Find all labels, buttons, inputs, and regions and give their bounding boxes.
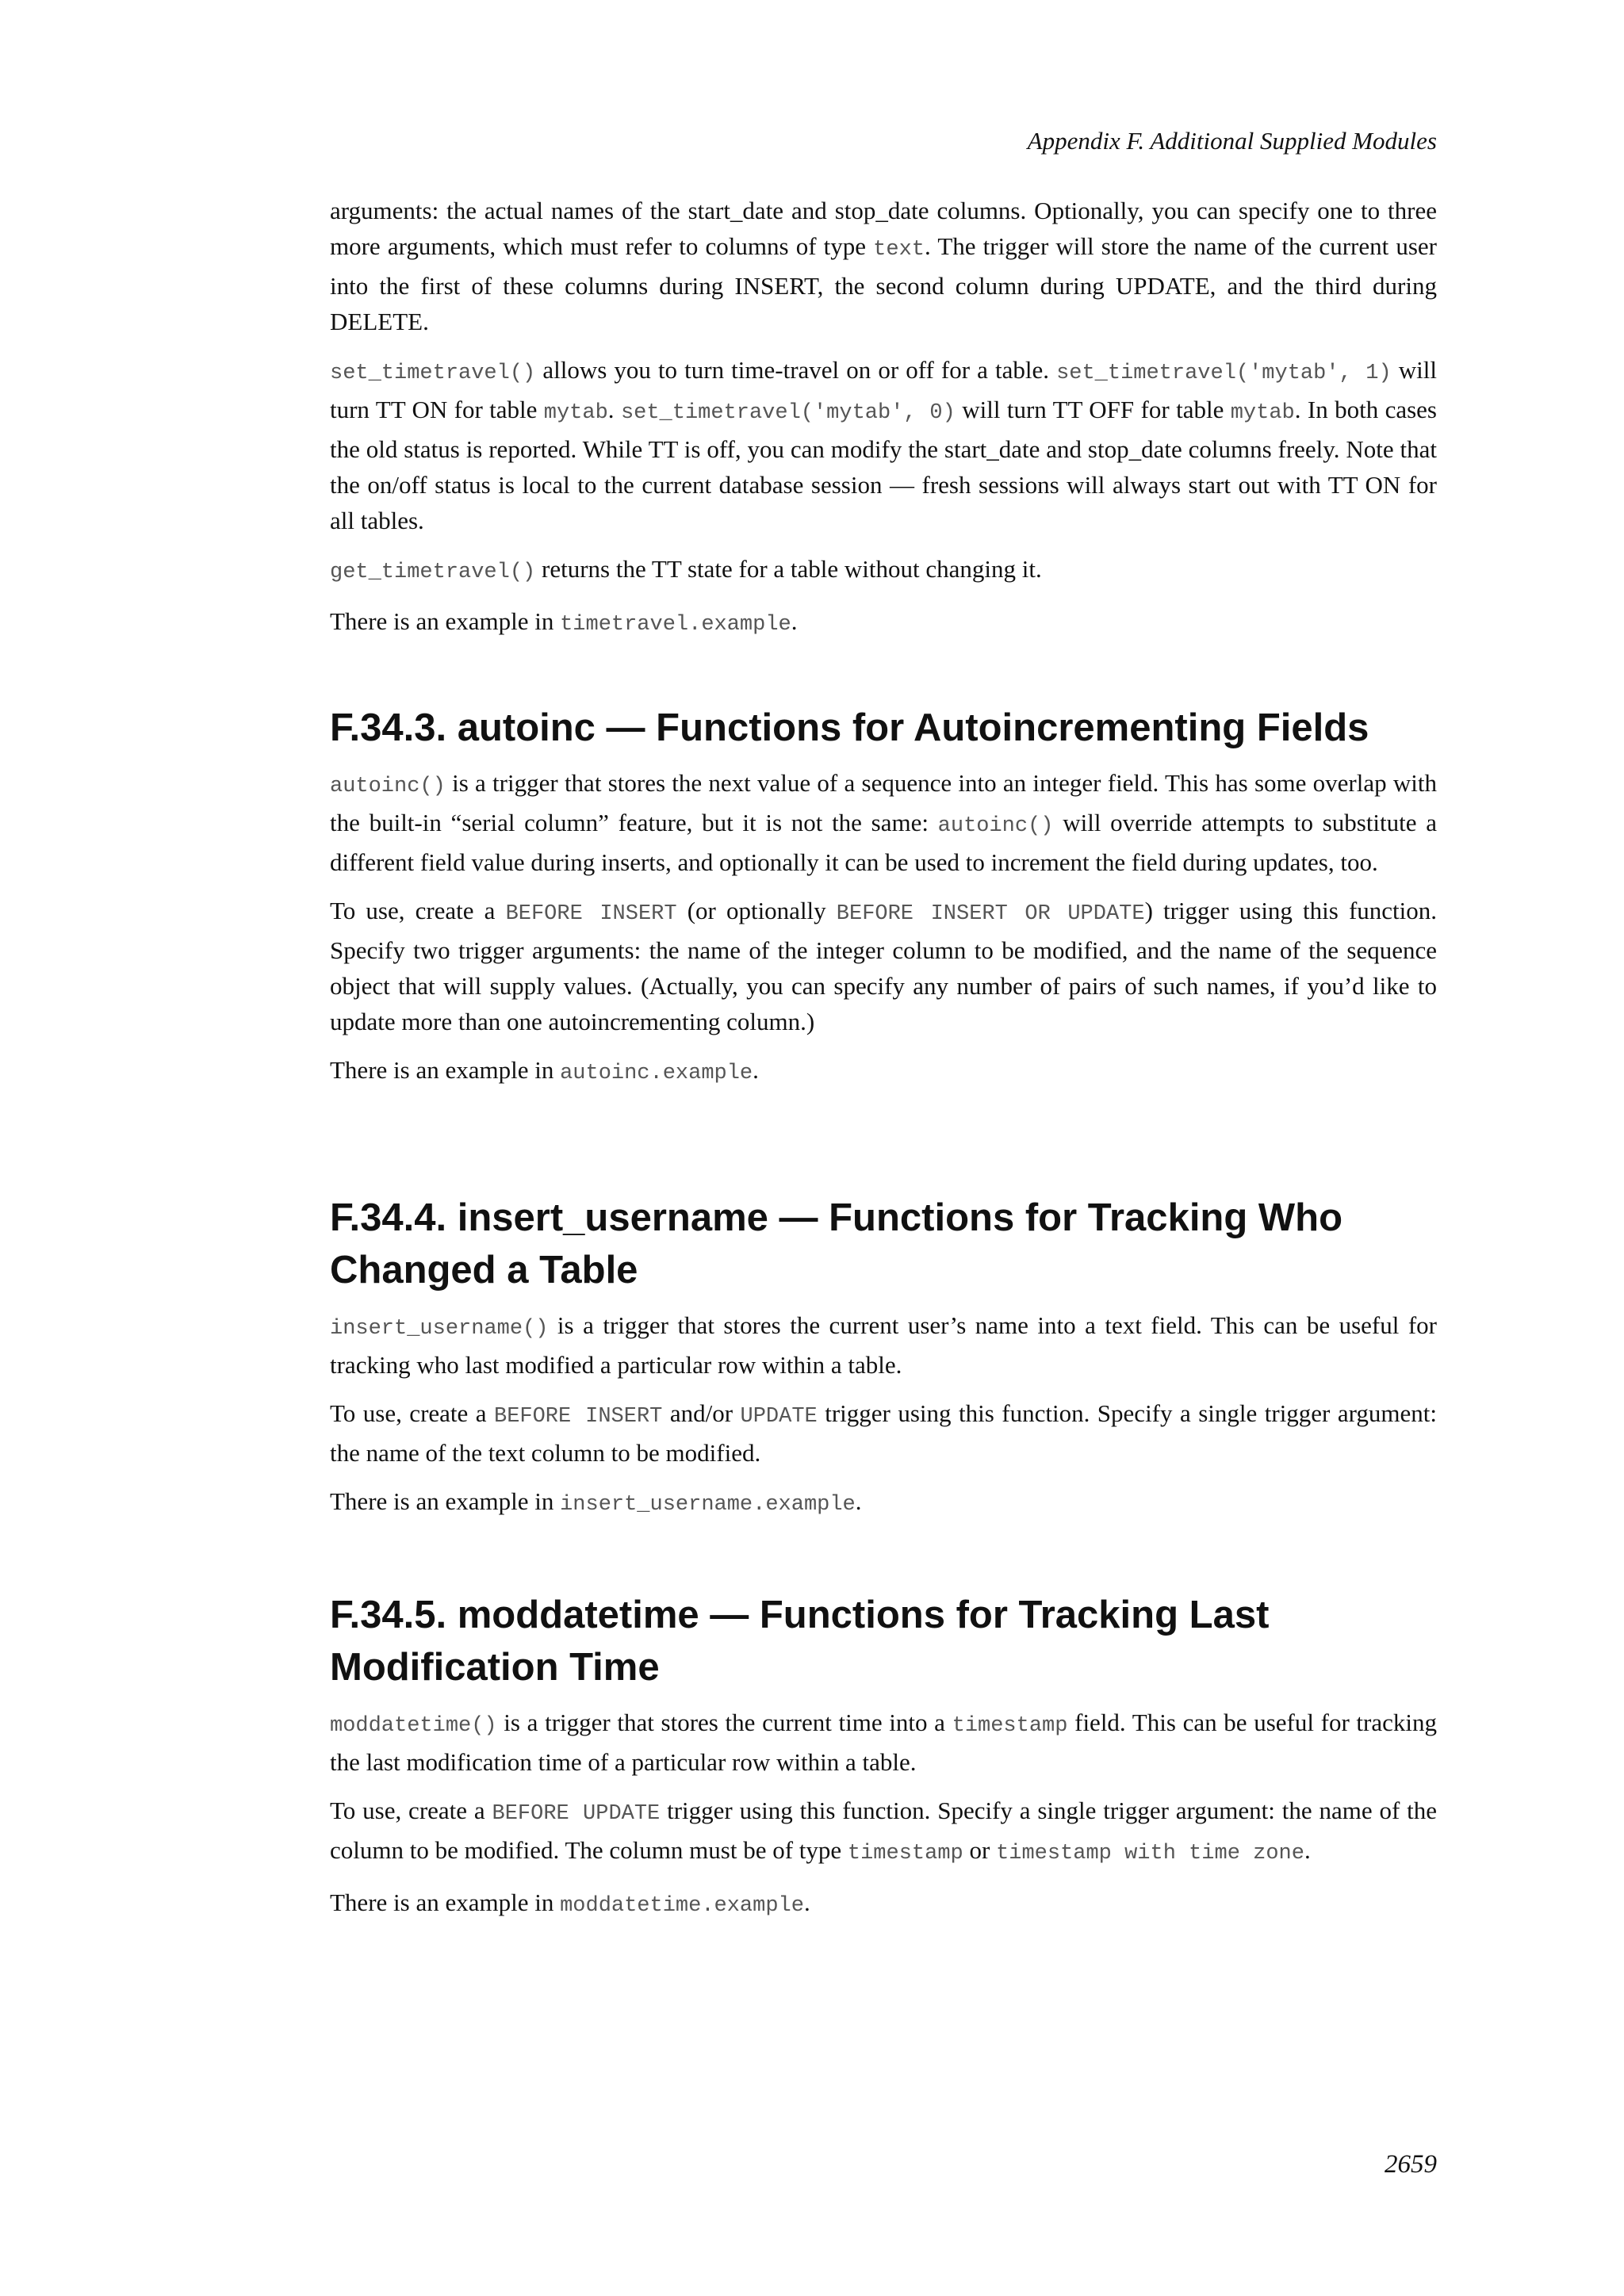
paragraph: There is an example in autoinc.example.: [330, 1056, 759, 1085]
section-heading: F.34.3. autoinc — Functions for Autoincrementing Fields: [330, 706, 1369, 749]
paragraph: insert_username() is a trigger that stores the current user’s name into a text field. This can be useful for tracking who last modified a particular row within a table.: [330, 1311, 1437, 1379]
section-insert-username: [330, 1192, 1437, 1523]
inline-code: BEFORE INSERT OR UPDATE: [836, 902, 1145, 926]
inline-code: mytab: [1230, 401, 1295, 425]
inline-code: moddatetime(): [330, 1714, 497, 1738]
section-moddatetime: [330, 1589, 1437, 1924]
paragraph: To use, create a BEFORE INSERT (or optionally BEFORE INSERT OR UPDATE) trigger using this function. Specify two trigger arguments: the name of the integer column to be modified, and the name of the sequence object that will supply values. (Actually, you can specify any number of pairs of such names, if you’d like to update more than one autoincrementing column.): [330, 897, 1438, 1035]
inline-code: insert_username(): [330, 1317, 549, 1341]
paragraph: moddatetime() is a trigger that stores the current time into a timestamp field. This can be useful for tracking the last modification time of a particular row within a table.: [330, 1709, 1437, 1776]
inline-code: timestamp: [952, 1714, 1068, 1738]
inline-code: autoinc(): [330, 775, 446, 798]
inline-code: BEFORE INSERT: [494, 1405, 663, 1429]
inline-code: set_timetravel('mytab', 0): [620, 401, 956, 425]
paragraph: arguments: the actual names of the start_date and stop_date columns. Optionally, you can specify one to three more arguments, which must refer to columns of type text. The trigger will store the name of the current user into the first of these columns during INSERT, the second column during UPDATE, and the third during DELETE.: [330, 197, 1437, 335]
inline-code: insert_username.example: [560, 1493, 856, 1517]
timetravel-continuation: [330, 193, 1437, 643]
inline-code: autoinc.example: [560, 1062, 753, 1085]
inline-code: BEFORE UPDATE: [492, 1802, 661, 1826]
inline-code: set_timetravel('mytab', 1): [1056, 362, 1392, 385]
paragraph: autoinc() is a trigger that stores the next value of a sequence into an integer field. This has some overlap with the built-in “serial column” feature, but it is not the same: autoinc() will override attempts to substitute a different field value during inserts, and optionally it can be used to increment the field during updates, too.: [330, 769, 1437, 876]
paragraph: To use, create a BEFORE INSERT and/or UPDATE trigger using this function. Specify a single trigger argument: the name of the text column to be modified.: [330, 1399, 1437, 1467]
inline-code: get_timetravel(): [330, 561, 536, 584]
inline-code: BEFORE INSERT: [505, 902, 677, 926]
inline-code: timetravel.example: [560, 613, 791, 637]
inline-code: set_timetravel(): [330, 362, 536, 385]
inline-code: text: [873, 238, 925, 262]
section-autoinc: [330, 702, 1437, 1092]
inline-code: timestamp with time zone: [996, 1842, 1304, 1866]
paragraph: get_timetravel() returns the TT state for a table without changing it.: [330, 555, 1042, 584]
section-heading: F.34.4. insert_username — Functions for Tracking Who Changed a Table: [330, 1196, 1343, 1292]
inline-code: UPDATE: [740, 1405, 818, 1429]
inline-code: moddatetime.example: [560, 1894, 804, 1918]
inline-code: autoinc(): [937, 814, 1054, 838]
paragraph: To use, create a BEFORE UPDATE trigger using this function. Specify a single trigger argument: the name of the column to be modified. The column must be of type timestamp or timestamp with time zone.: [330, 1797, 1438, 1866]
paragraph: There is an example in timetravel.example.: [330, 607, 798, 637]
section-heading: F.34.5. moddatetime — Functions for Tracking Last Modification Time: [330, 1594, 1270, 1689]
paragraph: There is an example in insert_username.example.: [330, 1487, 862, 1517]
paragraph: set_timetravel() allows you to turn time-travel on or off for a table. set_timetravel('mytab', 1) will turn TT ON for table mytab. set_timetravel('mytab', 0) will turn TT OFF for table mytab. In both cases the old status is reported. While TT is off, you can modify the start_date and stop_date columns freely. Note that the on/off status is local to the current database session — fresh sessions will always start out with TT ON for all tables.: [330, 356, 1437, 534]
page-number: 2659: [1385, 2150, 1437, 2179]
inline-code: timestamp: [847, 1842, 963, 1866]
running-header: Appendix F. Additional Supplied Modules: [1027, 127, 1437, 155]
inline-code: mytab: [543, 401, 608, 425]
paragraph: There is an example in moddatetime.example.: [330, 1888, 810, 1918]
